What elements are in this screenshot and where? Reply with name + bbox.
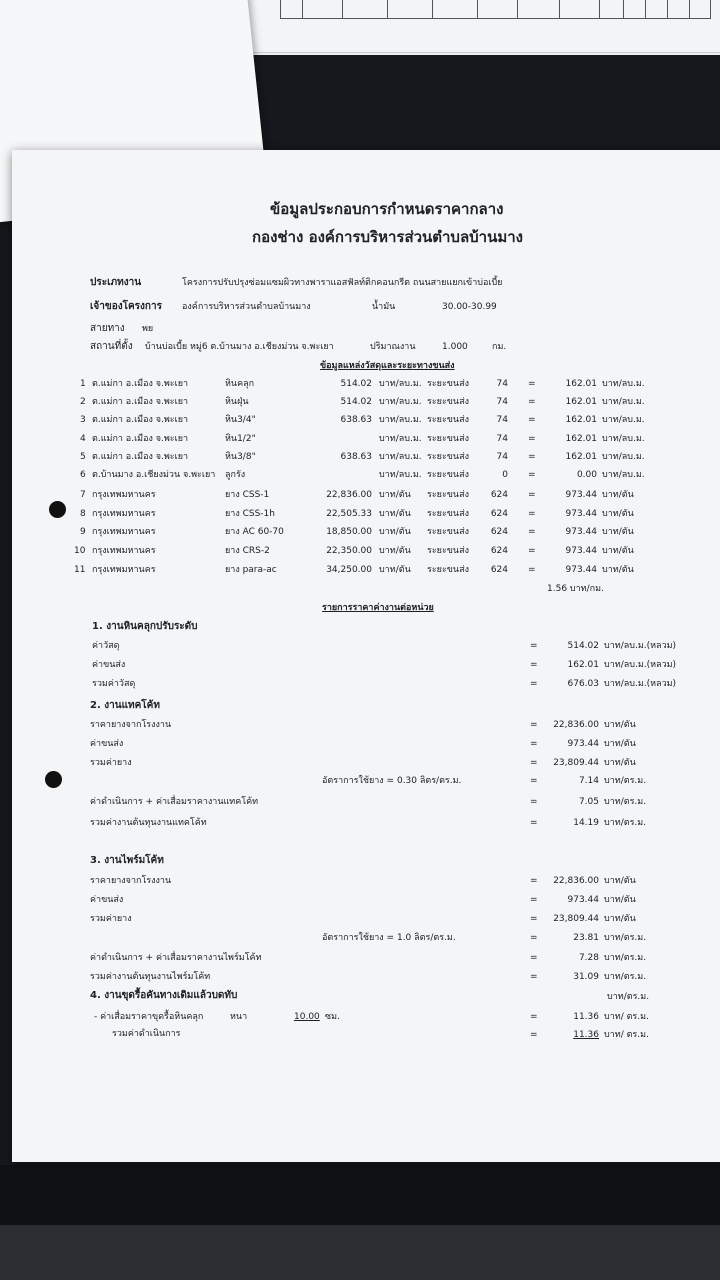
usage-rate: อัตราการใช้ยาง = 0.30 ลิตร/ตร.ม.: [322, 776, 462, 786]
quantity-label: ปริมาณงาน: [370, 342, 416, 352]
table-grid-cell: [689, 0, 711, 19]
source-place: กรุงเทพมหานคร: [92, 509, 156, 519]
source-distance-label: ระยะขนส่ง: [427, 434, 469, 444]
source-number: 10: [74, 546, 86, 556]
source-transport-cost: 973.44: [565, 546, 597, 556]
equals-sign: =: [530, 895, 538, 905]
source-distance: 624: [490, 509, 508, 519]
source-distance-label: ระยะขนส่ง: [427, 565, 469, 575]
source-distance-label: ระยะขนส่ง: [427, 379, 469, 389]
equals-sign: =: [528, 397, 536, 407]
work-type-label: ประเภทงาน: [90, 277, 142, 288]
row-value: 973.44: [567, 739, 599, 749]
operation-cost-value: 7.28: [578, 953, 599, 963]
row-unit: บาท/ลบ.ม.(หลวม): [604, 641, 677, 651]
source-place: ต.แม่กา อ.เมือง จ.พะเยา: [92, 452, 189, 462]
source-price: 34,250.00: [326, 565, 372, 575]
table-grid-cell: [667, 0, 690, 19]
total-cost-value: 31.09: [573, 972, 599, 982]
source-distance: 0: [502, 470, 508, 480]
row-label: ราคายางจากโรงงาน: [90, 720, 172, 730]
table-grid-cell: [387, 0, 433, 19]
source-transport-cost: 973.44: [565, 509, 597, 519]
equals-sign: =: [530, 933, 538, 943]
row-unit: บาท/ตัน: [604, 720, 636, 730]
source-number: 3: [80, 415, 86, 425]
usage-value: 23.81: [573, 933, 599, 943]
equals-sign: =: [530, 797, 538, 807]
total-cost-label: รวมค่างานต้นทุนงานแทคโค้ท: [90, 818, 207, 828]
source-distance-label: ระยะขนส่ง: [427, 415, 469, 425]
row-label: ราคายางจากโรงงาน: [90, 876, 172, 886]
row-value: 22,836.00: [553, 876, 599, 886]
equals-sign: =: [530, 876, 538, 886]
source-price-unit: บาท/ลบ.ม.: [379, 397, 422, 407]
equals-sign: =: [528, 490, 536, 500]
equals-sign: =: [530, 758, 538, 768]
row-value: 23,809.44: [553, 914, 599, 924]
row-label: ค่าขนส่ง: [92, 660, 126, 670]
location-label: สถานที่ตั้ง: [90, 341, 133, 352]
source-transport-cost: 162.01: [565, 434, 597, 444]
sources-heading: ข้อมูลแหล่งวัสดุและระยะทางขนส่ง: [320, 361, 455, 371]
source-material: หินคลุก: [225, 379, 255, 389]
document-page: [12, 150, 720, 1162]
source-material: ยาง CRS-2: [225, 546, 270, 556]
thickness-unit: ซม.: [325, 1012, 340, 1022]
unit-cost-heading: รายการราคาค่างานต่อหน่วย: [322, 603, 434, 613]
source-distance: 624: [490, 546, 508, 556]
source-material: ยาง CSS-1: [225, 490, 270, 500]
row-unit: บาท/ตัน: [604, 895, 636, 905]
source-place: กรุงเทพมหานคร: [92, 490, 156, 500]
source-distance-label: ระยะขนส่ง: [427, 546, 469, 556]
source-place: ต.แม่กา อ.เมือง จ.พะเยา: [92, 434, 189, 444]
source-distance-label: ระยะขนส่ง: [427, 452, 469, 462]
row-unit: บาท/ลบ.ม.(หลวม): [604, 679, 677, 689]
source-cost-unit: บาท/ตัน: [602, 565, 634, 575]
row-value: 676.03: [567, 679, 599, 689]
source-cost-unit: บาท/ตัน: [602, 527, 634, 537]
source-distance: 74: [496, 415, 508, 425]
equals-sign: =: [528, 415, 536, 425]
route-label: สายทาง: [90, 323, 125, 334]
row-unit: บาท/ตัน: [604, 914, 636, 924]
row-unit: บาท/ตัน: [604, 758, 636, 768]
section-3-title: 3. งานไพร์มโค้ท: [90, 855, 164, 866]
source-price: 514.02: [340, 379, 372, 389]
operation-cost-unit: บาท/ตร.ม.: [604, 797, 647, 807]
source-number: 5: [80, 452, 86, 462]
equals-sign: =: [528, 527, 536, 537]
total-cost-unit: บาท/ตร.ม.: [604, 818, 647, 828]
row-value: 23,809.44: [553, 758, 599, 768]
source-cost-unit: บาท/ตัน: [602, 509, 634, 519]
desk-strip: [0, 1225, 720, 1280]
source-material: หินฝุ่น: [225, 397, 249, 407]
location-value: บ้านบ่อเบี้ย หมู่6 ต.บ้านมาง อ.เชียงม่วน จ.พะเยา: [145, 342, 334, 352]
row-unit: บาท/ลบ.ม.(หลวม): [604, 660, 677, 670]
source-cost-unit: บาท/ลบ.ม.: [602, 434, 645, 444]
table-grid-cell: [477, 0, 518, 19]
source-place: ต.บ้านมาง อ.เชียงม่วน จ.พะเยา: [92, 470, 216, 480]
work-type-value: โครงการปรับปรุงซ่อมแซมผิวทางพาราแอสฟัลท์ติกคอนกรีต ถนนสายแยกเข้าบ่อเบี้ย: [182, 278, 503, 288]
source-transport-cost: 162.01: [565, 397, 597, 407]
section-4-title: 4. งานขุดรื้อคันทางเดิมแล้วบดทับ: [90, 990, 238, 1001]
equals-sign: =: [530, 720, 538, 730]
operation-cost-label: ค่าดำเนินการ + ค่าเสื่อมราคางานไพร์มโค้ท: [90, 953, 262, 963]
equals-sign: =: [528, 379, 536, 389]
punch-hole: [49, 501, 66, 518]
source-transport-cost: 162.01: [565, 415, 597, 425]
table-grid-cell: [645, 0, 668, 19]
usage-rate: อัตราการใช้ยาง = 1.0 ลิตร/ตร.ม.: [322, 933, 456, 943]
operation-cost-unit: บาท/ตร.ม.: [604, 953, 647, 963]
equals-sign: =: [530, 679, 538, 689]
source-price-unit: บาท/ตัน: [379, 527, 411, 537]
row-label: รวมค่าวัสดุ: [92, 679, 136, 689]
source-material: หิน3/8": [225, 452, 256, 462]
table-grid-cell: [342, 0, 388, 19]
row-label: รวมค่ายาง: [90, 758, 132, 768]
source-cost-unit: บาท/ตัน: [602, 546, 634, 556]
source-material: หิน3/4": [225, 415, 256, 425]
source-place: ต.แม่กา อ.เมือง จ.พะเยา: [92, 397, 189, 407]
source-price-unit: บาท/ลบ.ม.: [379, 470, 422, 480]
source-price: 18,850.00: [326, 527, 372, 537]
equals-sign: =: [528, 546, 536, 556]
thickness-value: 10.00: [294, 1012, 320, 1022]
total-operation-value: 11.36: [573, 1030, 599, 1040]
row-label: ค่าขนส่ง: [90, 895, 124, 905]
depreciation-label: - ค่าเสื่อมราคาขุดรื้อหินคลุก: [94, 1012, 204, 1022]
section-1-title: 1. งานหินคลุกปรับระดับ: [92, 621, 198, 632]
source-price: 22,505.33: [326, 509, 372, 519]
equals-sign: =: [530, 660, 538, 670]
document-subtitle: กองช่าง องค์การบริหารส่วนตำบลบ้านมาง: [252, 228, 523, 246]
source-place: ต.แม่กา อ.เมือง จ.พะเยา: [92, 415, 189, 425]
equals-sign: =: [530, 818, 538, 828]
source-transport-cost: 973.44: [565, 527, 597, 537]
table-sheet-top: [215, 0, 720, 53]
equals-sign: =: [528, 565, 536, 575]
operation-cost-value: 7.05: [578, 797, 599, 807]
source-place: กรุงเทพมหานคร: [92, 565, 156, 575]
source-number: 11: [74, 565, 86, 575]
oil-label: น้ำมัน: [372, 302, 396, 312]
quantity-unit: กม.: [492, 342, 507, 352]
route-value: พย: [142, 324, 154, 334]
source-price-unit: บาท/ลบ.ม.: [379, 379, 422, 389]
usage-value: 7.14: [578, 776, 599, 786]
source-cost-unit: บาท/ตัน: [602, 490, 634, 500]
oil-value: 30.00-30.99: [442, 302, 497, 312]
equals-sign: =: [530, 739, 538, 749]
row-label: ค่าขนส่ง: [90, 739, 124, 749]
source-cost-unit: บาท/ลบ.ม.: [602, 379, 645, 389]
source-distance: 74: [496, 452, 508, 462]
source-distance: 624: [490, 527, 508, 537]
total-cost-unit: บาท/ตร.ม.: [604, 972, 647, 982]
source-distance-label: ระยะขนส่ง: [427, 490, 469, 500]
source-distance-label: ระยะขนส่ง: [427, 509, 469, 519]
source-number: 4: [80, 434, 86, 444]
equals-sign: =: [530, 953, 538, 963]
source-number: 9: [80, 527, 86, 537]
source-number: 2: [80, 397, 86, 407]
thickness-label: หนา: [230, 1012, 248, 1022]
source-price: 514.02: [340, 397, 372, 407]
depreciation-value: 11.36: [573, 1012, 599, 1022]
equals-sign: =: [528, 434, 536, 444]
source-place: ต.แม่กา อ.เมือง จ.พะเยา: [92, 379, 189, 389]
source-cost-unit: บาท/ลบ.ม.: [602, 452, 645, 462]
source-price-unit: บาท/ตัน: [379, 490, 411, 500]
source-price: 22,350.00: [326, 546, 372, 556]
source-transport-cost: 162.01: [565, 452, 597, 462]
source-material: หิน1/2": [225, 434, 256, 444]
row-unit: บาท/ตัน: [604, 739, 636, 749]
section-2-title: 2. งานแทคโค้ท: [90, 700, 160, 711]
section-4-unit: บาท/ตร.ม.: [607, 992, 650, 1002]
depreciation-unit: บาท/ ตร.ม.: [604, 1012, 649, 1022]
source-distance: 74: [496, 397, 508, 407]
row-unit: บาท/ตัน: [604, 876, 636, 886]
owner-value: องค์การบริหารส่วนตำบลบ้านมาง: [182, 302, 311, 312]
source-distance-label: ระยะขนส่ง: [427, 527, 469, 537]
table-grid-cell: [559, 0, 600, 19]
equals-sign: =: [530, 972, 538, 982]
usage-unit: บาท/ตร.ม.: [604, 776, 647, 786]
source-price-unit: บาท/ตัน: [379, 546, 411, 556]
total-operation-unit: บาท/ ตร.ม.: [604, 1030, 649, 1040]
punch-hole: [45, 771, 62, 788]
table-grid-cell: [623, 0, 646, 19]
source-distance: 624: [490, 490, 508, 500]
source-place: กรุงเทพมหานคร: [92, 527, 156, 537]
source-material: ลูกรัง: [225, 470, 246, 480]
table-grid-cell: [517, 0, 560, 19]
source-price: 638.63: [340, 415, 372, 425]
source-number: 8: [80, 509, 86, 519]
transport-rate-note: 1.56 บาท/กม.: [547, 584, 604, 594]
source-distance-label: ระยะขนส่ง: [427, 470, 469, 480]
total-cost-value: 14.19: [573, 818, 599, 828]
source-material: ยาง CSS-1h: [225, 509, 275, 519]
row-value: 22,836.00: [553, 720, 599, 730]
equals-sign: =: [528, 509, 536, 519]
source-distance: 624: [490, 565, 508, 575]
equals-sign: =: [530, 641, 538, 651]
equals-sign: =: [530, 776, 538, 786]
source-number: 1: [80, 379, 86, 389]
row-value: 162.01: [567, 660, 599, 670]
source-cost-unit: บาท/ลบ.ม.: [602, 415, 645, 425]
row-label: ค่าวัสดุ: [92, 641, 120, 651]
equals-sign: =: [530, 914, 538, 924]
source-cost-unit: บาท/ลบ.ม.: [602, 470, 645, 480]
table-grid-cell: [302, 0, 343, 19]
equals-sign: =: [528, 470, 536, 480]
source-transport-cost: 162.01: [565, 379, 597, 389]
table-grid-cell: [599, 0, 624, 19]
source-price-unit: บาท/ตัน: [379, 565, 411, 575]
row-value: 973.44: [567, 895, 599, 905]
operation-cost-label: ค่าดำเนินการ + ค่าเสื่อมราคางานแทคโค้ท: [90, 797, 259, 807]
equals-sign: =: [530, 1030, 538, 1040]
row-value: 514.02: [567, 641, 599, 651]
source-number: 7: [80, 490, 86, 500]
source-transport-cost: 0.00: [576, 470, 597, 480]
source-distance: 74: [496, 434, 508, 444]
source-price: 638.63: [340, 452, 372, 462]
source-price-unit: บาท/ลบ.ม.: [379, 415, 422, 425]
table-grid-cell: [280, 0, 303, 19]
document-title: ข้อมูลประกอบการกำหนดราคากลาง: [270, 200, 504, 218]
source-price: 22,836.00: [326, 490, 372, 500]
source-price-unit: บาท/ลบ.ม.: [379, 434, 422, 444]
source-material: ยาง para-ac: [225, 565, 277, 575]
total-cost-label: รวมค่างานต้นทุนงานไพร์มโค้ท: [90, 972, 211, 982]
source-price-unit: บาท/ลบ.ม.: [379, 452, 422, 462]
quantity-value: 1.000: [442, 342, 468, 352]
row-label: รวมค่ายาง: [90, 914, 132, 924]
source-material: ยาง AC 60-70: [225, 527, 284, 537]
source-number: 6: [80, 470, 86, 480]
source-distance-label: ระยะขนส่ง: [427, 397, 469, 407]
equals-sign: =: [530, 1012, 538, 1022]
source-distance: 74: [496, 379, 508, 389]
table-grid-cell: [432, 0, 478, 19]
source-transport-cost: 973.44: [565, 565, 597, 575]
total-operation-label: รวมค่าดำเนินการ: [112, 1029, 181, 1039]
source-cost-unit: บาท/ลบ.ม.: [602, 397, 645, 407]
source-price-unit: บาท/ตัน: [379, 509, 411, 519]
owner-label: เจ้าของโครงการ: [90, 301, 162, 312]
source-place: กรุงเทพมหานคร: [92, 546, 156, 556]
usage-unit: บาท/ตร.ม.: [604, 933, 647, 943]
source-transport-cost: 973.44: [565, 490, 597, 500]
equals-sign: =: [528, 452, 536, 462]
